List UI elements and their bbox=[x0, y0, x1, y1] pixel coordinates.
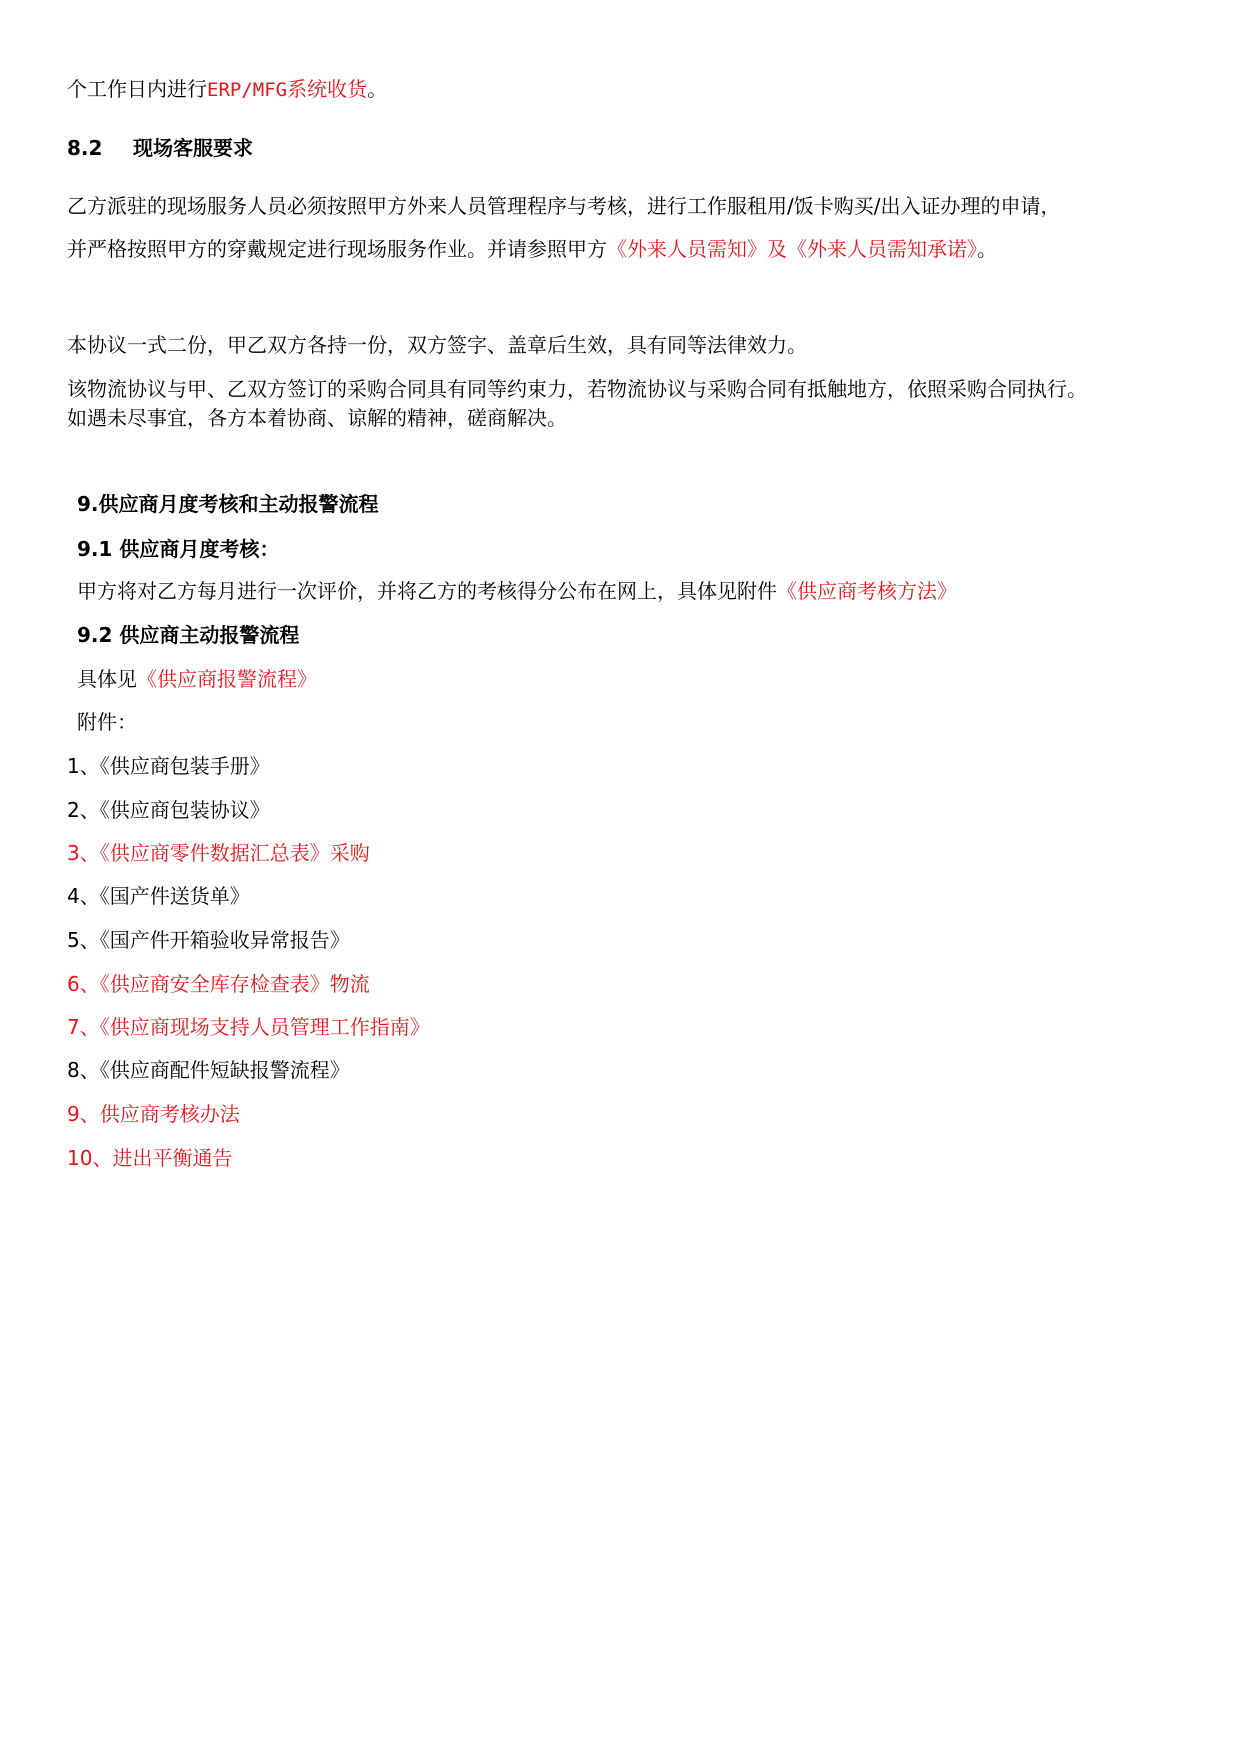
intro-line bbox=[67, 75, 387, 104]
attachment-number: 7、 bbox=[67, 1015, 100, 1039]
section-number: 8.2 bbox=[67, 136, 103, 160]
sec82-p2-end: 。 bbox=[977, 237, 997, 261]
sec82-p2-prefix: 并严格按照甲方的穿戴规定进行现场服务作业。并请参照甲方 bbox=[67, 237, 607, 261]
attachment-number: 2、 bbox=[67, 798, 100, 822]
attachment-text: 《供应商包装手册》 bbox=[99, 754, 270, 778]
attachment-text: 《供应商包装协议》 bbox=[99, 798, 270, 822]
section-9-1-text bbox=[77, 577, 957, 605]
list-item bbox=[67, 1100, 240, 1128]
attachment-number: 8、 bbox=[67, 1058, 100, 1082]
intro-system-name: ERP/MFG bbox=[207, 79, 288, 101]
attachment-text: 《供应商安全库存检查表》物流 bbox=[99, 972, 370, 996]
list-item bbox=[67, 970, 370, 998]
attachment-number: 10、 bbox=[67, 1146, 113, 1170]
list-item bbox=[67, 1144, 232, 1172]
list-item bbox=[67, 1013, 430, 1041]
s91-red-reference: 《供应商考核方法》 bbox=[777, 579, 957, 603]
list-item bbox=[67, 839, 370, 867]
attachments-label: 附件： bbox=[77, 710, 137, 734]
attachment-number: 4、 bbox=[67, 884, 100, 908]
section-9-heading: 9.供应商月度考核和主动报警流程 bbox=[77, 492, 379, 516]
attachment-text: 《供应商现场支持人员管理工作指南》 bbox=[99, 1015, 430, 1039]
attachment-text: 进出平衡通告 bbox=[112, 1146, 233, 1170]
section-9-2-text bbox=[77, 665, 317, 693]
sec82-p2-red-reference: 《外来人员需知》及《外来人员需知承诺》 bbox=[607, 237, 977, 261]
sec82-paragraph-line-1: 乙方派驻的现场服务人员必须按照甲方外来人员管理程序与考核，进行工作服租用/饭卡购买/出入证办理的申请， bbox=[67, 194, 1061, 218]
list-item bbox=[67, 752, 270, 780]
list-item bbox=[67, 926, 350, 954]
attachment-text: 供应商考核办法 bbox=[99, 1102, 240, 1126]
list-item bbox=[67, 1056, 350, 1084]
section-9-1-heading: 9.1 供应商月度考核： bbox=[77, 537, 280, 561]
section-title: 现场客服要求 bbox=[133, 136, 253, 160]
intro-red-suffix: 系统收货 bbox=[287, 77, 368, 101]
sec82-paragraph-line-2 bbox=[67, 235, 997, 263]
attachment-text: 《供应商零件数据汇总表》采购 bbox=[99, 841, 370, 865]
list-item bbox=[67, 882, 250, 910]
attachment-number: 1、 bbox=[67, 754, 100, 778]
s92-text: 具体见 bbox=[77, 667, 137, 691]
attachment-number: 9、 bbox=[67, 1102, 100, 1126]
attachment-number: 5、 bbox=[67, 928, 100, 952]
attachment-number: 3、 bbox=[67, 841, 100, 865]
attachment-text: 《国产件送货单》 bbox=[99, 884, 250, 908]
attachment-text: 《供应商配件短缺报警流程》 bbox=[99, 1058, 350, 1082]
closing-paragraph-2: 该物流协议与甲、乙双方签订的采购合同具有同等约束力，若物流协议与采购合同有抵触地方，依照采购合同执行。 bbox=[67, 377, 1087, 401]
closing-paragraph-1: 本协议一式二份，甲乙双方各持一份，双方签字、盖章后生效，具有同等法律效力。 bbox=[67, 333, 807, 357]
section-8-2-heading bbox=[67, 134, 253, 162]
s91-text: 甲方将对乙方每月进行一次评价，并将乙方的考核得分公布在网上，具体见附件 bbox=[77, 579, 777, 603]
s92-red-reference: 《供应商报警流程》 bbox=[137, 667, 317, 691]
section-9-2-heading: 9.2 供应商主动报警流程 bbox=[77, 623, 300, 647]
intro-prefix: 个工作日内进行 bbox=[67, 77, 207, 101]
closing-paragraph-3: 如遇未尽事宜，各方本着协商、谅解的精神，磋商解决。 bbox=[67, 406, 567, 430]
attachment-text: 《国产件开箱验收异常报告》 bbox=[99, 928, 350, 952]
attachment-number: 6、 bbox=[67, 972, 100, 996]
intro-end: 。 bbox=[367, 77, 388, 101]
list-item bbox=[67, 796, 270, 824]
